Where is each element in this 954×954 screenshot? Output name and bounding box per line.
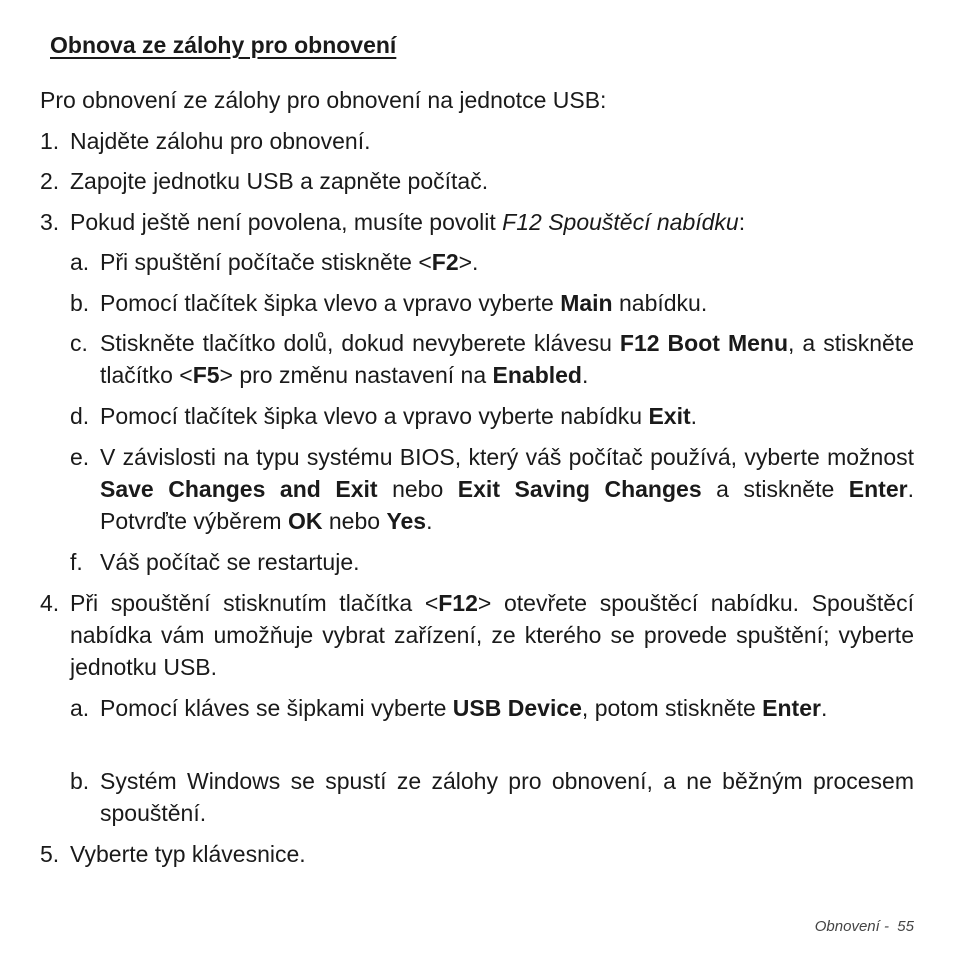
substep-text: Pomocí tlačítek šipka vlevo a vpravo vyberte nabídku Exit. [100,403,698,429]
step-marker: 5. [40,841,60,867]
substep-marker: b. [70,290,90,316]
step-1 [40,125,914,157]
step-5 [40,838,914,870]
step-marker: 1. [40,128,60,154]
confirm-option: Yes [386,508,427,534]
substep-marker: e. [70,444,90,470]
step-marker: 2. [40,168,60,194]
setting-value: Enabled [492,362,582,388]
substep-marker: d. [70,403,90,429]
substep-text: Pomocí tlačítek šipka vlevo a vpravo vyberte Main nabídku. [100,290,708,316]
substep-3c [70,327,914,391]
substep-4b [70,765,914,829]
intro-paragraph: Pro obnovení ze zálohy pro obnovení na jednotce USB: [40,87,607,113]
step-text: Pokud ještě není povolena, musíte povolit F12 Spouštěcí nabídku: [70,209,746,235]
substep-3e [70,441,914,537]
key-name: F5 [192,362,220,388]
section-title: Obnova ze zálohy pro obnovení [50,32,397,58]
substep-text: V závislosti na typu systému BIOS, který váš počítač používá, vyberte možnost Save Changes and Exit nebo Exit Saving Changes a stiskněte Enter. Potvrďte výběrem OK nebo Yes. [100,444,914,534]
menu-name: Exit [648,403,691,429]
step-4 [40,587,914,683]
substep-text: Stiskněte tlačítko dolů, dokud nevyberete klávesu F12 Boot Menu, a stiskněte tlačítko <F5> pro změnu nastavení na Enabled. [100,330,914,388]
key-name: F12 [438,590,478,616]
key-name: Enter [762,695,821,721]
substep-marker: f. [70,549,83,575]
key-name: F2 [431,249,459,275]
substep-3d [70,400,914,432]
confirm-option: OK [287,508,323,534]
substep-marker: c. [70,330,88,356]
menu-name: Main [560,290,613,316]
menu-name-italic: F12 Spouštěcí nabídku [502,209,739,235]
step-marker: 3. [40,209,60,235]
menu-name: F12 Boot Menu [619,330,788,356]
step-text: Najděte zálohu pro obnovení. [70,128,371,154]
substep-marker: a. [70,695,90,721]
substep-3b [70,287,914,319]
step-text: Vyberte typ klávesnice. [70,841,306,867]
substep-text: Pomocí kláves se šipkami vyberte USB Device, potom stiskněte Enter. [100,695,828,721]
substep-text: Váš počítač se restartuje. [100,549,360,575]
step-marker: 4. [40,590,60,616]
substep-marker: a. [70,249,90,275]
substep-text: Při spuštění počítače stiskněte <F2>. [100,249,479,275]
device-name: USB Device [452,695,582,721]
substep-3a [70,246,914,278]
step-3 [40,206,914,238]
option-name: Exit Saving Changes [457,476,702,502]
step-text: Zapojte jednotku USB a zapněte počítač. [70,168,489,194]
substep-4a [70,692,914,724]
option-name: Save Changes and Exit [100,476,378,502]
substep-marker: b. [70,768,90,794]
substep-3f [70,546,914,578]
substep-text: Systém Windows se spustí ze zálohy pro obnovení, a ne běžným procesem spouštění. [100,768,914,826]
step-2 [40,165,914,197]
step-text: Při spouštění stisknutím tlačítka <F12> otevřete spouštěcí nabídku. Spouštěcí nabídka vám umožňuje vybrat zařízení, ze kterého se provede spuštění; vyberte jednotku USB. [70,590,914,680]
page-footer: Obnovení - 55 [814,918,914,935]
key-name: Enter [848,476,908,502]
